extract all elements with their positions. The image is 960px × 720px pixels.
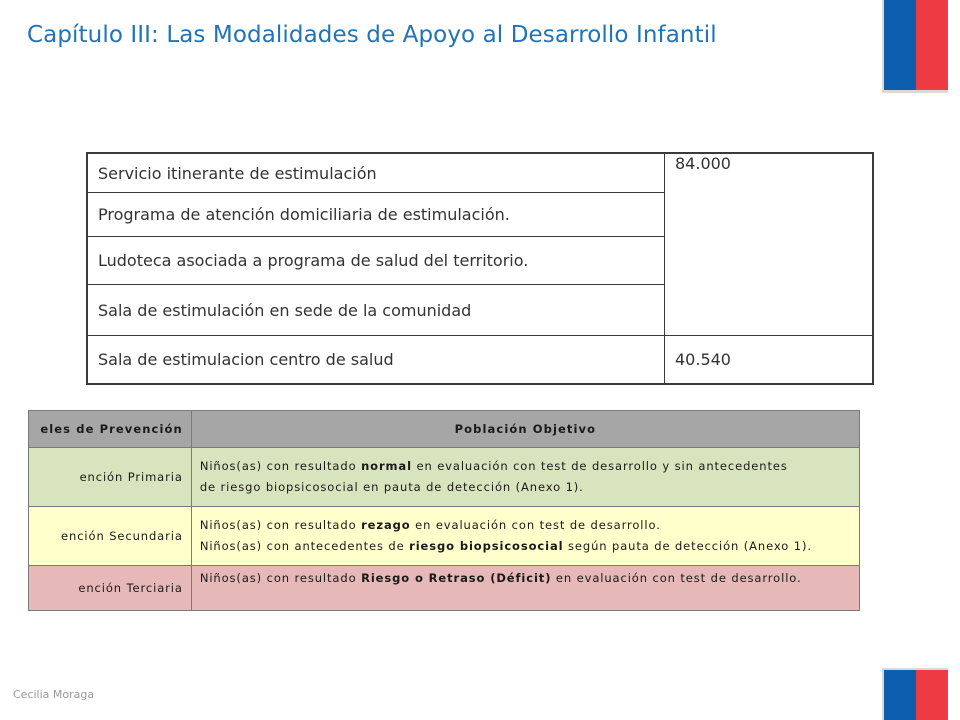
modalidades-table bbox=[86, 152, 874, 385]
flag-blue-band bbox=[884, 670, 916, 720]
text-segment: Niños(as) con resultado bbox=[199, 518, 362, 532]
text-segment: en evaluación con test de desarrollo. bbox=[410, 518, 661, 532]
bold-term: normal bbox=[361, 459, 412, 473]
table-row-secundaria bbox=[29, 507, 860, 566]
level-label: ención Primaria bbox=[29, 448, 192, 507]
level-label: ención Secundaria bbox=[29, 507, 192, 566]
header-population: Población Objetivo bbox=[191, 411, 859, 448]
bold-term: Riesgo o Retraso (Déficit) bbox=[361, 571, 552, 585]
table-row bbox=[87, 153, 873, 193]
population-line bbox=[200, 515, 851, 536]
population-cell bbox=[191, 566, 859, 611]
population-line: de riesgo biopsicosocial en pauta de detección (Anexo 1). bbox=[199, 480, 584, 494]
text-segment: Niños(as) con resultado bbox=[199, 459, 362, 473]
population-line bbox=[200, 456, 851, 477]
population-cell bbox=[191, 448, 859, 507]
modalidad-value: 84.000 bbox=[665, 153, 874, 335]
text-segment: Niños(as) con resultado bbox=[199, 571, 362, 585]
prevention-table-image bbox=[40, 410, 860, 611]
modalidad-name: Servicio itinerante de estimulación bbox=[87, 153, 665, 193]
chile-flag-logo bbox=[884, 0, 948, 90]
table-row-primaria bbox=[29, 448, 860, 507]
flag-red-band bbox=[916, 670, 948, 720]
slide-title: Capítulo III: Las Modalidades de Apoyo al Desarrollo Infantil bbox=[27, 22, 717, 48]
bold-term: riesgo biopsicosocial bbox=[409, 539, 564, 553]
modalidad-name: Sala de estimulacion centro de salud bbox=[87, 335, 665, 384]
population-line bbox=[200, 536, 851, 557]
bold-term: rezago bbox=[361, 518, 411, 532]
text-segment: en evaluación con test de desarrollo y sin antecedentes bbox=[411, 459, 788, 473]
text-segment: en evaluación con test de desarrollo. bbox=[551, 571, 802, 585]
footer-author: Cecilia Moraga bbox=[13, 688, 95, 701]
flag-blue-band bbox=[884, 0, 916, 90]
level-label: ención Terciaria bbox=[29, 566, 192, 611]
chile-flag-logo bbox=[884, 670, 948, 720]
modalidad-value: 40.540 bbox=[665, 335, 874, 384]
modalidad-name: Ludoteca asociada a programa de salud del territorio. bbox=[87, 237, 665, 285]
population-line bbox=[200, 566, 851, 589]
text-segment: Niños(as) con antecedentes de bbox=[199, 539, 410, 553]
text-segment: según pauta de detección (Anexo 1). bbox=[563, 539, 812, 553]
header-levels: eles de Prevención bbox=[29, 411, 192, 448]
table-header-row bbox=[29, 411, 860, 448]
flag-red-band bbox=[916, 0, 948, 90]
population-cell bbox=[191, 507, 859, 566]
modalidad-name: Programa de atención domiciliaria de estimulación. bbox=[87, 193, 665, 237]
modalidad-name: Sala de estimulación en sede de la comunidad bbox=[87, 285, 665, 335]
table-row bbox=[87, 335, 873, 384]
table-row-terciaria bbox=[29, 566, 860, 611]
prevention-table bbox=[28, 410, 860, 611]
